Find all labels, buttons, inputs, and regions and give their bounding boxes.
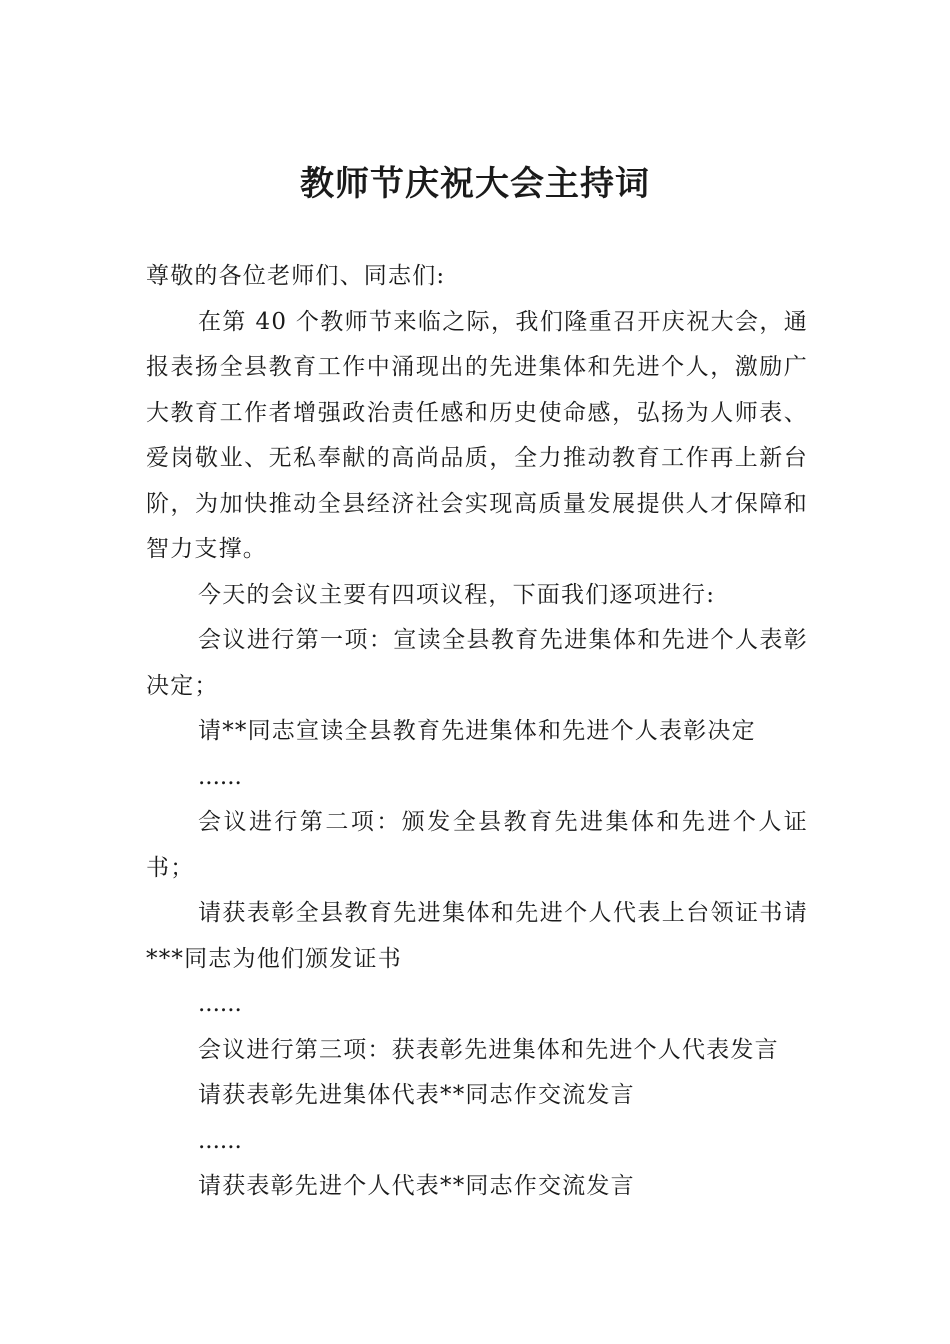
paragraph-opening: 在第 40 个教师节来临之际，我们隆重召开庆祝大会，通报表扬全县教育工作中涌现出的先进集体和先进个人，激励广大教育工作者增强政治责任感和历史使命感，弘扬为人师表、爱岗敬业、无私奉献的高尚品质，全力推动教育工作再上新台阶，为加快推动全县经济社会实现高质量发展提供人才保障和智力支撑。 [146, 308, 808, 562]
paragraph-item-3-instruction-2: 请获表彰先进个人代表**同志作交流发言 [198, 1173, 635, 1199]
paragraph-item-3-instruction-1: 请获表彰先进集体代表**同志作交流发言 [198, 1082, 635, 1108]
paragraph-item-1-instruction: 请**同志宣读全县教育先进集体和先进个人表彰决定 [198, 718, 756, 744]
document-title: 教师节庆祝大会主持词 [300, 164, 650, 204]
ellipsis-3: ...... [198, 1127, 242, 1154]
ellipsis-1: ...... [198, 763, 242, 790]
document-body [146, 254, 808, 1210]
salutation: 尊敬的各位老师们、同志们: [146, 263, 446, 289]
paragraph-item-2-instruction: 请获表彰全县教育先进集体和先进个人代表上台领证书请***同志为他们颁发证书 [146, 900, 808, 972]
paragraph-agenda-item-2: 会议进行第二项：颁发全县教育先进集体和先进个人证书； [146, 809, 808, 881]
paragraph-agenda-item-1: 会议进行第一项：宣读全县教育先进集体和先进个人表彰决定； [146, 627, 808, 699]
paragraph-agenda-intro: 今天的会议主要有四项议程，下面我们逐项进行: [198, 581, 716, 608]
paragraph-agenda-item-3: 会议进行第三项：获表彰先进集体和先进个人代表发言 [198, 1036, 779, 1063]
ellipsis-2: ...... [198, 991, 242, 1017]
